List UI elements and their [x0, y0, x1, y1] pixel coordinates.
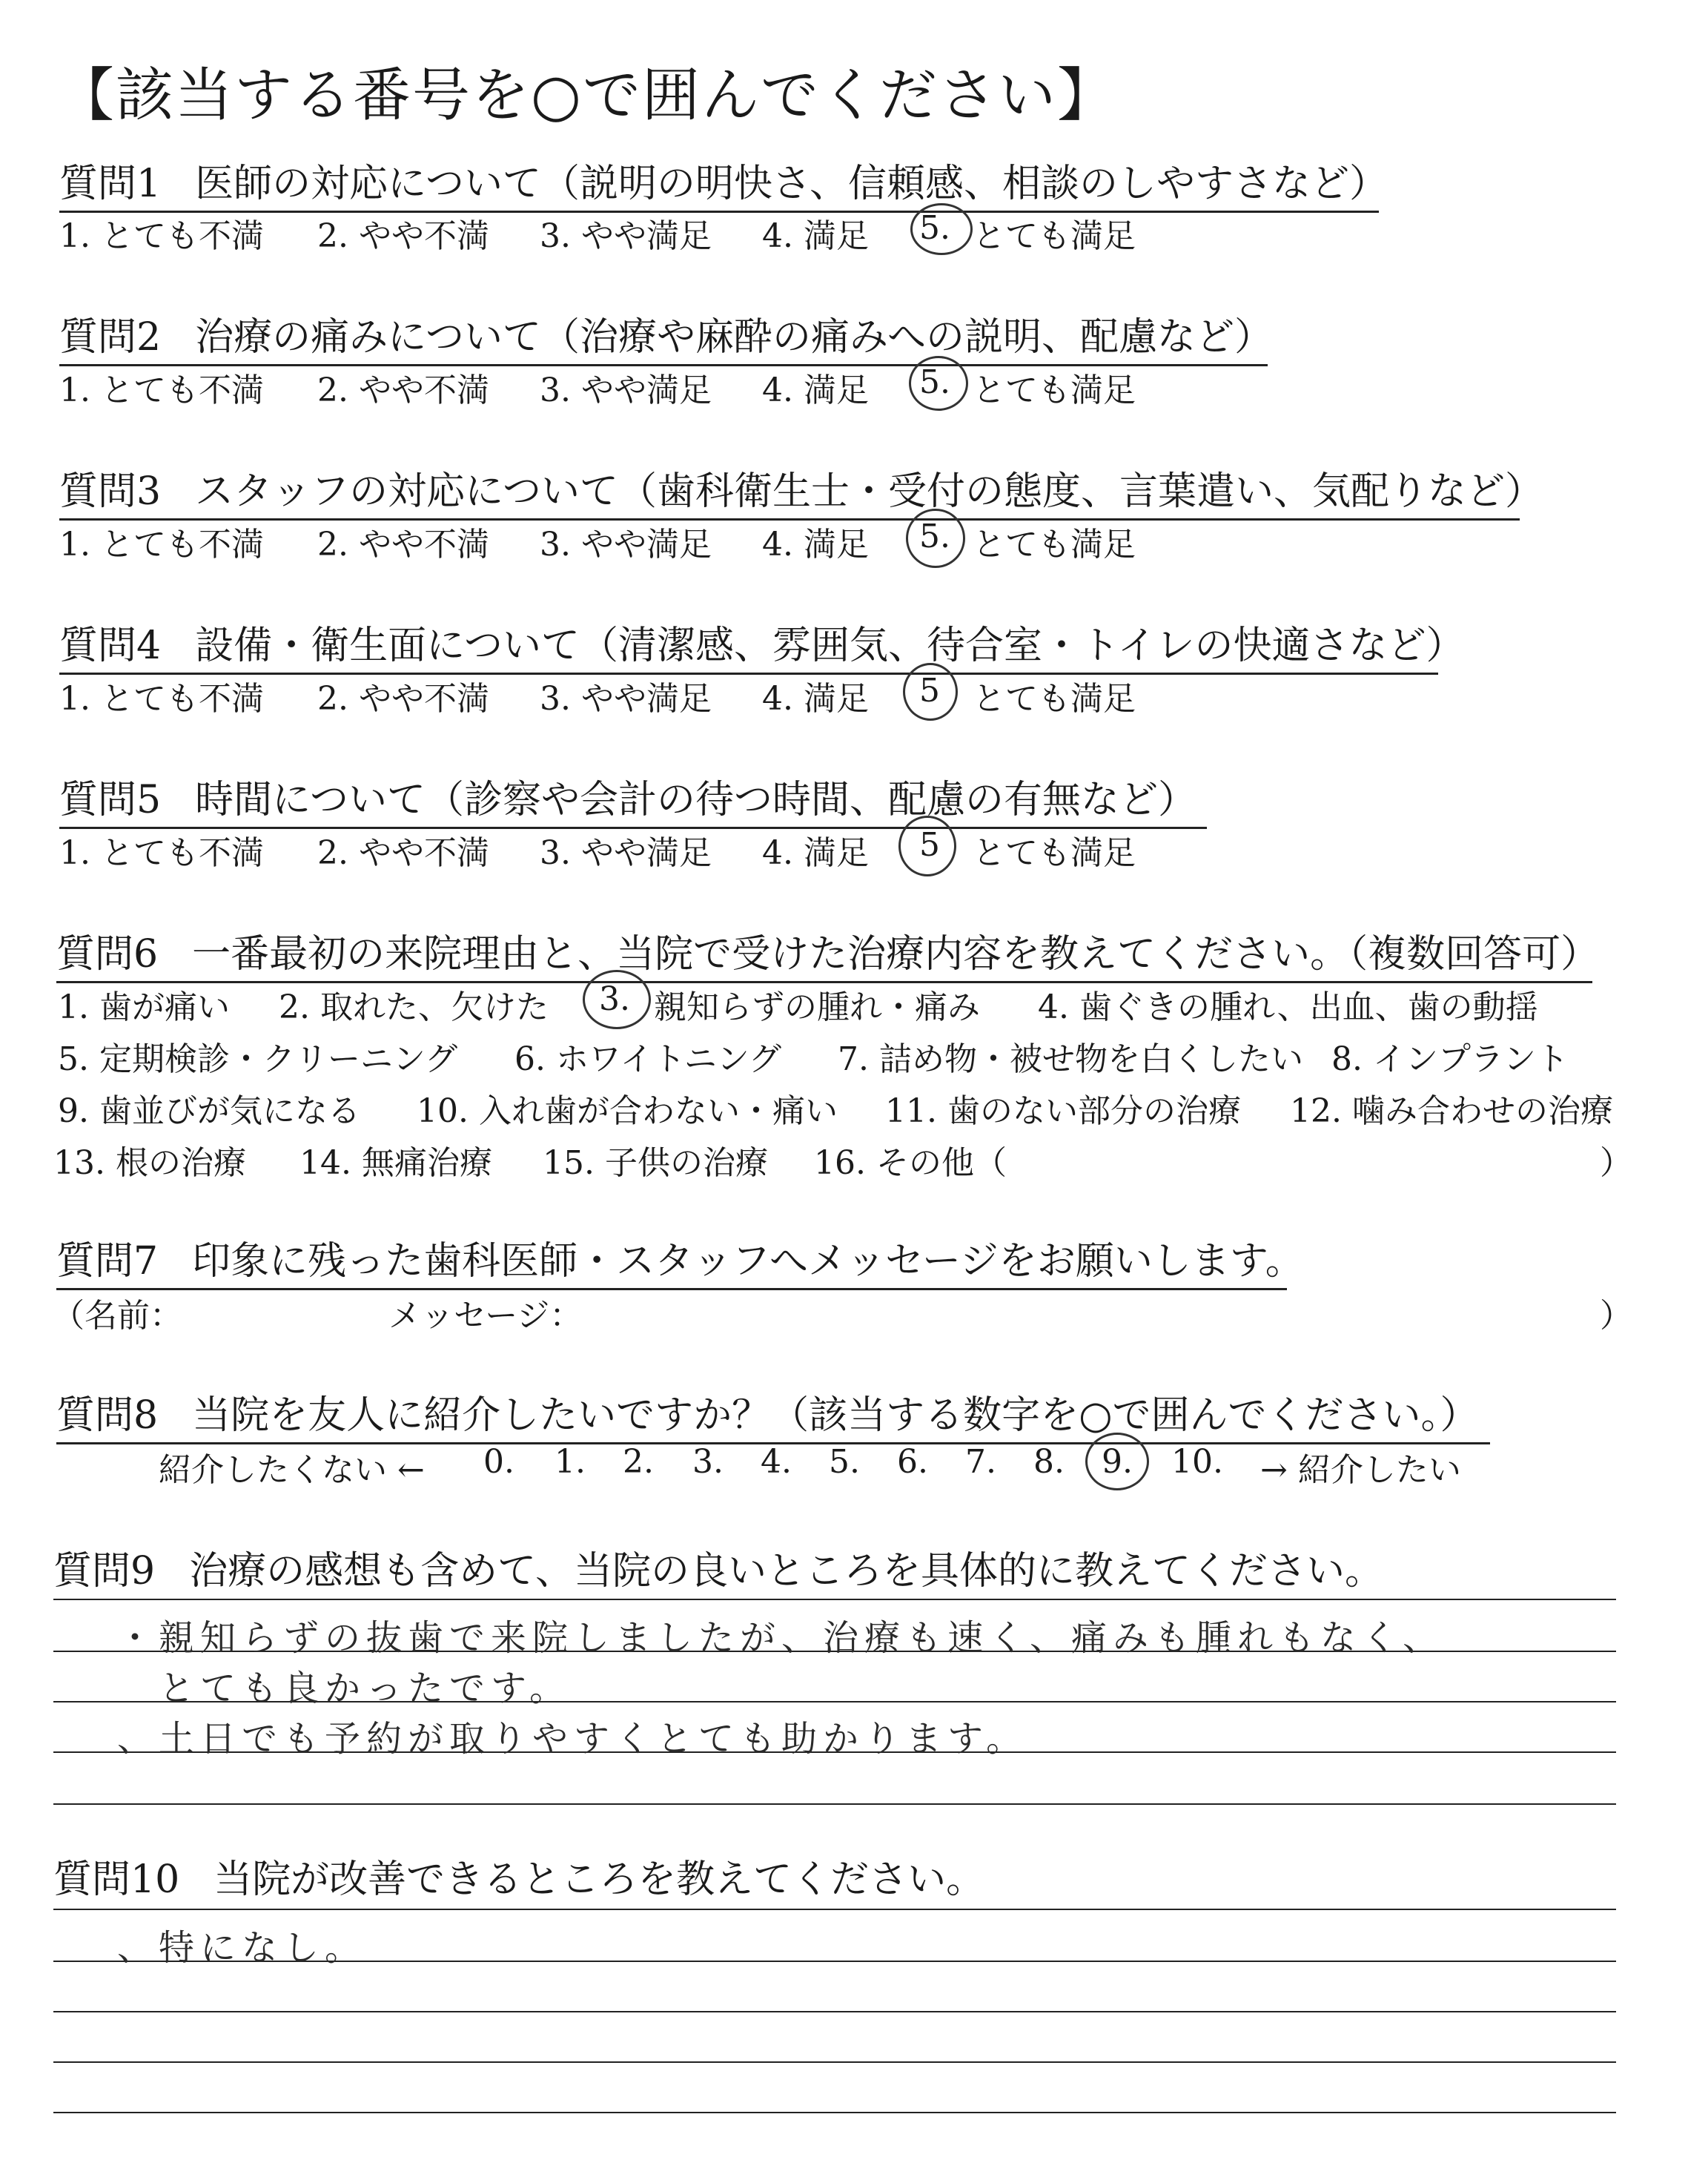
- question-number: 質問5: [59, 778, 162, 822]
- question-10-heading: [53, 1848, 984, 1906]
- q9-answer-line-2[interactable]: とても良かったです。: [159, 1668, 572, 1709]
- question-number: 質問7: [56, 1239, 159, 1284]
- q7-message-label: メッセージ：: [388, 1297, 583, 1335]
- question-5-heading: [59, 768, 1207, 829]
- question-7-heading: [56, 1229, 1304, 1290]
- answer-line: [53, 2112, 1616, 2113]
- q9-answer-line-3[interactable]: 、土日でも予約が取りやすくとても助かります。: [117, 1718, 1028, 1760]
- question-text: 設備・衛生面について（清潔感、雰囲気、待合室・トイレの快適さなど）: [195, 624, 1465, 668]
- q5-option-2[interactable]: 2. やや不満: [317, 834, 489, 872]
- question-text: 一番最初の来院理由と、当院で受けた治療内容を教えてください。（複数回答可）: [192, 932, 1600, 977]
- selection-circle: [898, 816, 956, 876]
- q6-option-3-label: 親知らずの腫れ・痛み: [654, 988, 980, 1026]
- q3-option-2[interactable]: 2. やや不満: [317, 526, 489, 564]
- question-number: 質問6: [56, 932, 159, 977]
- question-number: 質問10: [53, 1857, 180, 1902]
- question-text: 当院を友人に紹介したいですか？（該当する数字を○で囲んでください。）: [192, 1393, 1479, 1438]
- q1-option-3[interactable]: 3. やや満足: [540, 217, 712, 255]
- q10-answer-line-1[interactable]: 、特になし。: [117, 1927, 367, 1969]
- question-text: 印象に残った歯科医師・スタッフへメッセージをお願いします。: [192, 1239, 1304, 1284]
- q8-scale-9[interactable]: 9.: [1102, 1443, 1133, 1481]
- q1-option-2[interactable]: 2. やや不満: [317, 217, 489, 255]
- q8-scale-1[interactable]: 1.: [555, 1443, 586, 1481]
- q2-option-4[interactable]: 4. 満足: [762, 371, 869, 409]
- q9-answer-line-1[interactable]: ・親知らずの抜歯で来院しましたが、治療も速く、痛みも腫れもなく、: [117, 1617, 1445, 1659]
- q8-scale-8[interactable]: 8.: [1033, 1443, 1065, 1481]
- q6-option-12[interactable]: 12. 噛み合わせの治療: [1290, 1092, 1613, 1130]
- q6-option-4[interactable]: 4. 歯ぐきの腫れ、出血、歯の動揺: [1038, 988, 1538, 1026]
- q4-option-3[interactable]: 3. やや満足: [540, 680, 712, 718]
- q5-option-4[interactable]: 4. 満足: [762, 834, 869, 872]
- q6-option-10[interactable]: 10. 入れ歯が合わない・痛い: [417, 1092, 838, 1130]
- q1-option-4[interactable]: 4. 満足: [762, 217, 869, 255]
- q1-option-1[interactable]: 1. とても不満: [59, 217, 264, 255]
- q8-scale-7[interactable]: 7.: [965, 1443, 996, 1481]
- q8-scale-5[interactable]: 5.: [829, 1443, 860, 1481]
- question-number: 質問9: [53, 1549, 156, 1593]
- q5-option-3[interactable]: 3. やや満足: [540, 834, 712, 872]
- q6-option-14[interactable]: 14. 無痛治療: [299, 1144, 492, 1182]
- question-number: 質問8: [56, 1393, 159, 1438]
- question-3-heading: [59, 460, 1544, 521]
- q6-option-11[interactable]: 11. 歯のない部分の治療: [885, 1092, 1241, 1130]
- question-text: 治療の感想も含めて、当院の良いところを具体的に教えてください。: [189, 1549, 1384, 1593]
- q5-option-1[interactable]: 1. とても不満: [59, 834, 264, 872]
- q7-name-label: （名前：: [52, 1297, 182, 1335]
- q2-option-5[interactable]: 5.: [919, 363, 950, 401]
- q4-option-1[interactable]: 1. とても不満: [59, 680, 264, 718]
- q2-option-5-label: とても満足: [973, 371, 1136, 409]
- q3-option-5[interactable]: 5.: [919, 518, 950, 555]
- q3-option-3[interactable]: 3. やや満足: [540, 526, 712, 564]
- q3-option-4[interactable]: 4. 満足: [762, 526, 869, 564]
- q5-option-5-label: とても満足: [973, 834, 1136, 872]
- question-1-heading: [59, 152, 1388, 213]
- q2-option-1[interactable]: 1. とても不満: [59, 371, 264, 409]
- selection-circle: [583, 970, 651, 1029]
- q6-other-close-paren: ）: [1600, 1144, 1632, 1182]
- question-text: 治療の痛みについて（治療や麻酔の痛みへの説明、配慮など）: [195, 315, 1274, 360]
- q6-option-5[interactable]: 5. 定期検診・クリーニング: [58, 1040, 458, 1078]
- q6-option-3[interactable]: 3.: [599, 980, 630, 1018]
- answer-line: [53, 2061, 1616, 2063]
- q6-option-7[interactable]: 7. 詰め物・被せ物を白くしたい: [838, 1040, 1303, 1078]
- question-text: 医師の対応について（説明の明快さ、信頼感、相談のしやすさなど）: [195, 162, 1388, 206]
- answer-line: [53, 2011, 1616, 2012]
- q3-option-5-label: とても満足: [973, 526, 1136, 564]
- question-text: スタッフの対応について（歯科衛生士・受付の態度、言葉遣い、気配りなど）: [195, 469, 1544, 514]
- q8-left-label: 紹介したくない ←: [159, 1451, 425, 1489]
- q8-scale-3[interactable]: 3.: [692, 1443, 724, 1481]
- q2-option-2[interactable]: 2. やや不満: [317, 371, 489, 409]
- q3-option-1[interactable]: 1. とても不満: [59, 526, 264, 564]
- q4-option-4[interactable]: 4. 満足: [762, 680, 869, 718]
- q5-option-5[interactable]: 5: [919, 826, 940, 864]
- answer-line: [53, 1599, 1616, 1600]
- selection-circle: [1085, 1433, 1149, 1490]
- q6-option-1[interactable]: 1. 歯が痛い: [58, 988, 230, 1026]
- question-number: 質問4: [59, 624, 162, 668]
- question-number: 質問2: [59, 315, 162, 360]
- q6-option-13[interactable]: 13. 根の治療: [53, 1144, 246, 1182]
- q8-scale-10[interactable]: 10.: [1171, 1443, 1223, 1481]
- q8-right-label: → 紹介したい: [1260, 1451, 1461, 1489]
- q1-option-5-label: とても満足: [973, 217, 1136, 255]
- q4-option-5[interactable]: 5: [919, 672, 940, 710]
- q6-option-2[interactable]: 2. 取れた、欠けた: [279, 988, 549, 1026]
- selection-circle: [903, 663, 958, 721]
- question-8-heading: [56, 1384, 1490, 1444]
- q8-scale-0[interactable]: 0.: [483, 1443, 514, 1481]
- answer-line: [53, 1803, 1616, 1805]
- question-4-heading: [59, 614, 1465, 675]
- q6-option-15[interactable]: 15. 子供の治療: [543, 1144, 768, 1182]
- question-2-heading: [59, 305, 1274, 366]
- q1-option-5[interactable]: 5.: [919, 209, 950, 247]
- q8-scale-4[interactable]: 4.: [761, 1443, 792, 1481]
- question-number: 質問1: [59, 162, 162, 206]
- q6-option-8[interactable]: 8. インプラント: [1331, 1040, 1569, 1078]
- q4-option-2[interactable]: 2. やや不満: [317, 680, 489, 718]
- page-title: 【該当する番号を○で囲んでください】: [56, 62, 1117, 129]
- q7-close-paren: ）: [1600, 1297, 1632, 1335]
- answer-line: [53, 1909, 1616, 1910]
- question-text: 当院が改善できるところを教えてください。: [214, 1857, 985, 1902]
- question-9-heading: [53, 1539, 1383, 1598]
- q2-option-3[interactable]: 3. やや満足: [540, 371, 712, 409]
- q8-scale-6[interactable]: 6.: [897, 1443, 928, 1481]
- selection-circle: [910, 203, 973, 255]
- selection-circle: [909, 356, 968, 411]
- q6-option-6[interactable]: 6. ホワイトニング: [514, 1040, 782, 1078]
- question-6-heading: [56, 922, 1600, 983]
- q6-option-9[interactable]: 9. 歯並びが気になる: [58, 1092, 360, 1130]
- q4-option-5-label: とても満足: [973, 680, 1136, 718]
- selection-circle: [906, 509, 965, 568]
- q6-option-16[interactable]: 16. その他（: [814, 1144, 1007, 1182]
- q8-scale-2[interactable]: 2.: [623, 1443, 654, 1481]
- question-number: 質問3: [59, 469, 162, 514]
- question-text: 時間について（診察や会計の待つ時間、配慮の有無など）: [195, 778, 1197, 822]
